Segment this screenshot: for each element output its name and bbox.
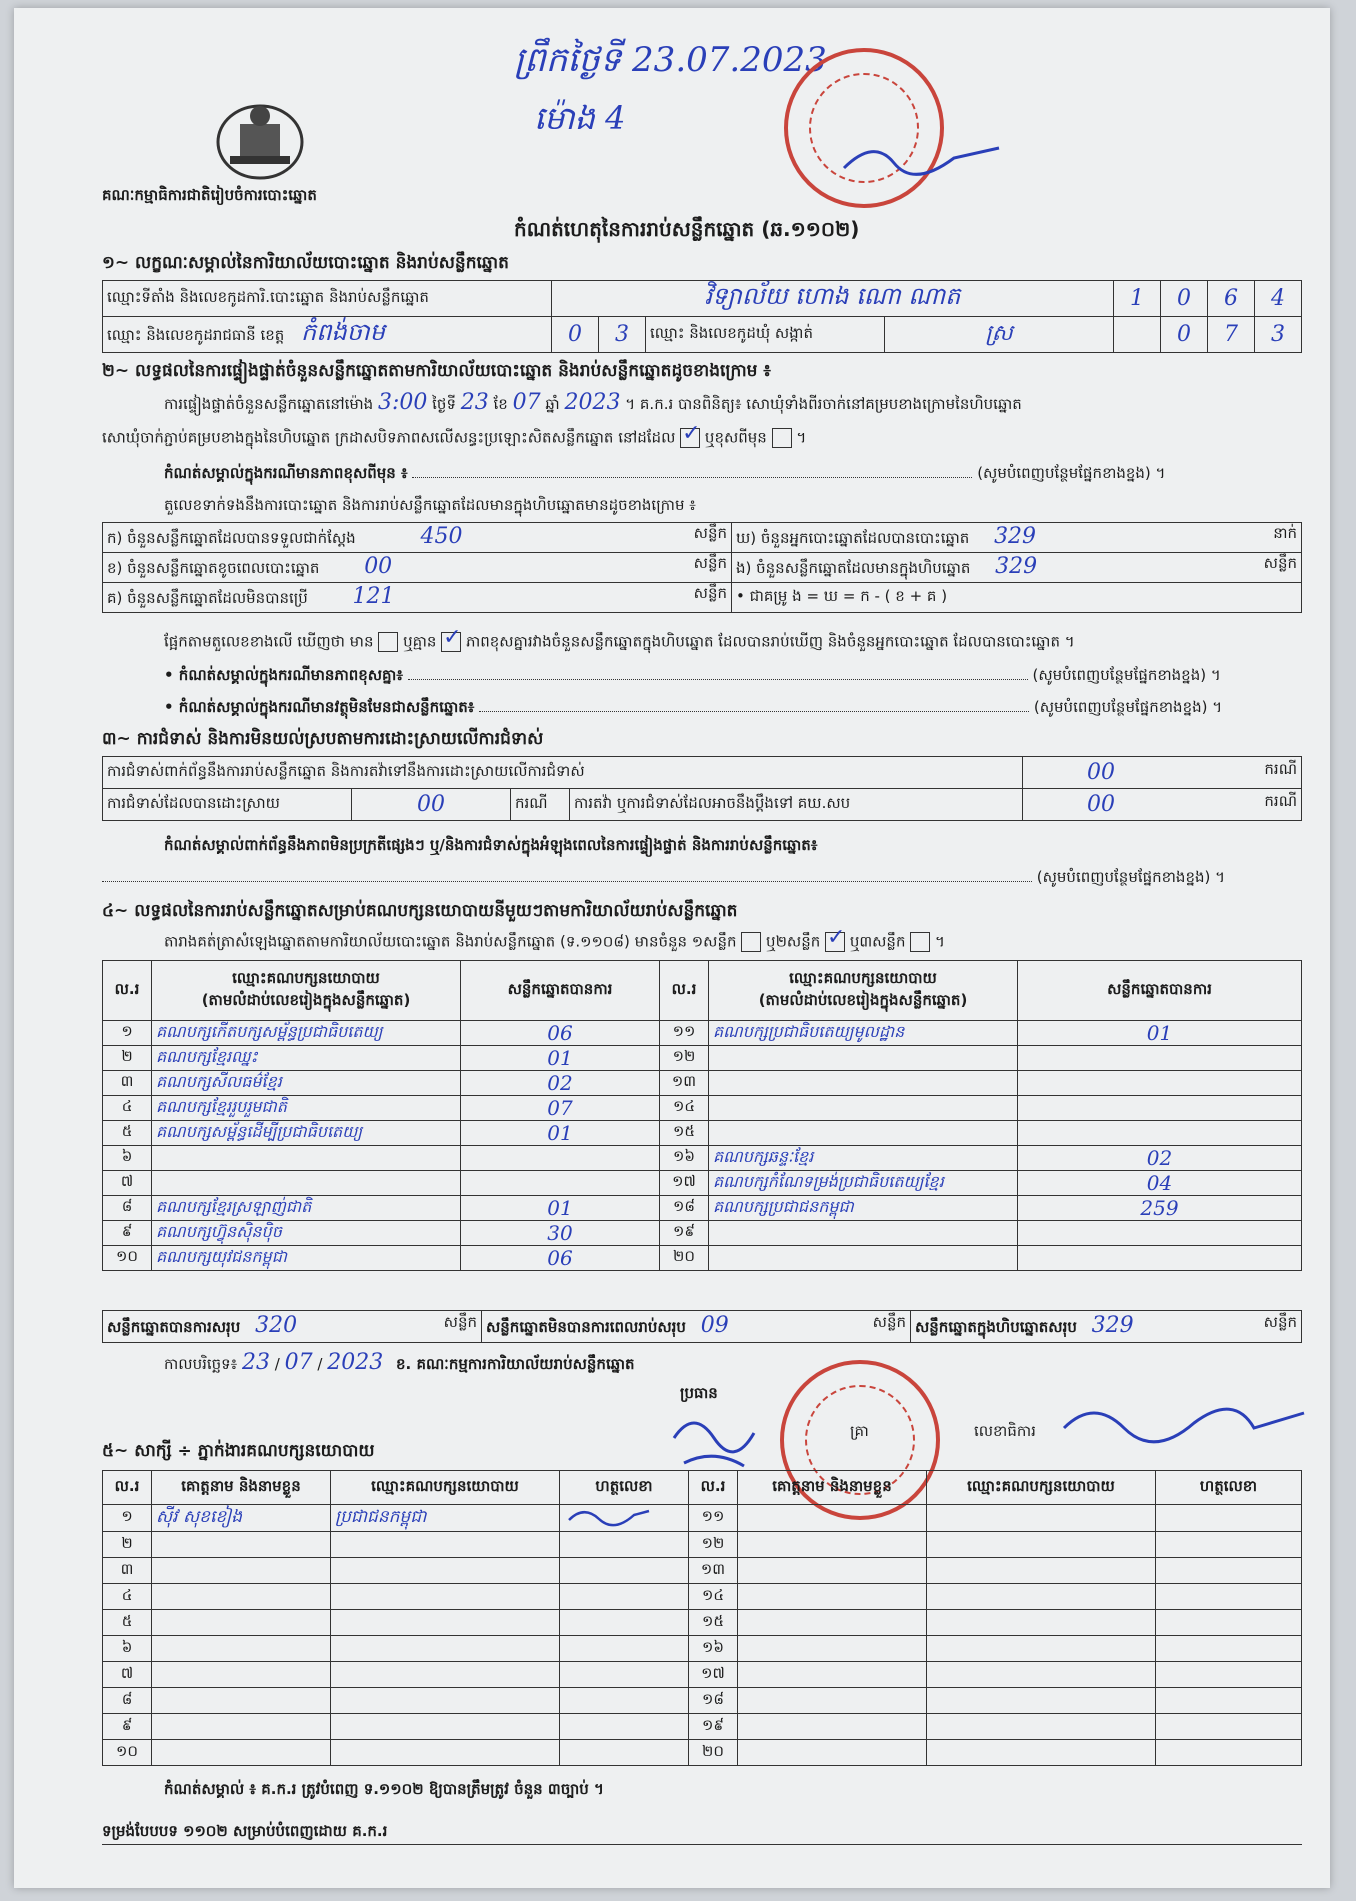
witness-no: ២០ [689, 1740, 738, 1766]
witness-signature[interactable] [1156, 1636, 1302, 1662]
result-votes [1018, 1246, 1302, 1271]
footnote: កំណត់សម្គាល់ ៖ គ.ក.រ ត្រូវបំពេញ ទ.១១០២ ឱ្យបានត្រឹមត្រូវ ចំនួន ៣ច្បាប់ ។ [164, 1780, 604, 1798]
result-no: ១៧ [660, 1171, 709, 1196]
witness-party[interactable] [927, 1662, 1156, 1688]
witness-signature[interactable] [560, 1610, 689, 1636]
col-party-right: ឈ្មោះគណបក្សនយោបាយ (តាមលំដាប់លេខរៀងក្នុងសន្លឹកឆ្នោត) [709, 961, 1018, 1021]
result-votes [1018, 1121, 1302, 1146]
results-row [103, 1246, 1302, 1271]
bullet-difference-fill: (សូមបំពេញបន្ថែមផ្នែកខាងខ្នង) ។ [1032, 666, 1221, 684]
form-note: ទម្រង់បែបបទ ១១០២ សម្រាប់បំពេញដោយ គ.ក.រ [102, 1822, 388, 1840]
result-party: គណបក្សហ៊្វុនស៊ិនប៉ិច [152, 1221, 461, 1246]
witness-row [103, 1532, 1302, 1558]
difference-text-c: ភាពខុសគ្នារវាងចំនួនសន្លឹកឆ្នោតក្នុងហិបឆ្នោត ដែលបានរាប់ឃើញ និងចំនួនអ្នកបោះឆ្នោត ដែលបានបោះឆ្នោត ។ [465, 632, 1075, 651]
verification-text-a: ការផ្ទៀងផ្ទាត់ចំនួនសន្លឹកឆ្នោតនៅម៉ោង [164, 395, 374, 413]
section4-heading: ៤~ លទ្ធផលនៃការរាប់សន្លឹកឆ្នោតសម្រាប់គណបក្សនយោបាយនីមួយៗតាមការិយាល័យរាប់សន្លឹកឆ្នោត [102, 901, 738, 921]
wcol-party-right: ឈ្មោះគណបក្សនយោបាយ [927, 1471, 1156, 1505]
result-votes [1018, 1096, 1302, 1121]
one-sheet-checkbox[interactable] [741, 932, 761, 952]
witness-no: ៨ [103, 1688, 152, 1714]
witness-row [103, 1662, 1302, 1688]
year-label: ឆ្នាំ [545, 395, 560, 413]
result-no: ៧ [103, 1171, 152, 1196]
witness-no: ១២ [689, 1532, 738, 1558]
total-box-unit: សន្លឹក [1263, 1313, 1297, 1331]
witness-party[interactable] [331, 1584, 560, 1610]
witness-name[interactable] [738, 1532, 927, 1558]
witness-party[interactable] [331, 1740, 560, 1766]
witness-signature[interactable] [560, 1532, 689, 1558]
signing-committee-label: ខ. គណៈកម្មការការិយាល័យរាប់សន្លឹកឆ្នោត [396, 1355, 635, 1373]
witness-signature[interactable] [560, 1688, 689, 1714]
results-row [103, 1046, 1302, 1071]
commune-name: ស្រ [885, 317, 1114, 353]
witness-no: ១៨ [689, 1688, 738, 1714]
result-no: ១៤ [660, 1096, 709, 1121]
witness-party[interactable] [331, 1558, 560, 1584]
verification-month: 07 [512, 390, 541, 415]
handwritten-date-line: ព្រឹកថ្ងៃទី 23.07.2023 [514, 40, 827, 80]
form-note-divider [102, 1844, 1302, 1845]
appeal-unit: ករណី [1264, 792, 1297, 810]
committee-name: គណៈកម្មាធិការជាតិរៀបចំការបោះឆ្នោត [102, 186, 317, 204]
witness-signature[interactable] [1156, 1662, 1302, 1688]
witness-no: ១៧ [689, 1662, 738, 1688]
secretary-label: លេខាធិការ [974, 1422, 1036, 1440]
complaints-unit: ករណី [1264, 760, 1297, 778]
witness-signature[interactable] [1156, 1532, 1302, 1558]
change-note-field[interactable] [412, 477, 972, 478]
commune-label: ឈ្មោះ និងលេខកូដឃុំ សង្កាត់ [646, 317, 885, 353]
signing-month: 07 [284, 1350, 313, 1375]
witness-party[interactable] [927, 1584, 1156, 1610]
bullet-foreign-field[interactable] [479, 711, 1029, 712]
figures-intro: តួលេខទាក់ទងនឹងការបោះឆ្នោត និងការរាប់សន្លឹកឆ្នោតដែលមានក្នុងហិបឆ្នោតមានដូចខាងក្រោម ៖ [164, 496, 696, 514]
results-row [103, 1196, 1302, 1221]
inbox-value: 329 [995, 554, 1038, 579]
bullet-difference-label: • កំណត់សម្គាល់ក្នុងករណីមានភាពខុសគ្នា៖ [164, 666, 403, 684]
witness-no: ១៣ [689, 1558, 738, 1584]
secretary-signature [1054, 1388, 1314, 1462]
result-party: គណបក្សប្រជាជនកម្ពុជា [709, 1196, 1018, 1221]
wcol-name-right: គោត្តនាម និងនាមខ្លួន [738, 1471, 927, 1505]
results-row [103, 1096, 1302, 1121]
result-votes: 02 [1018, 1146, 1302, 1171]
commune-code-3: 3 [1255, 317, 1302, 353]
section5-heading: ៥~ សាក្សី ÷ ភ្នាក់ងារគណបក្សនយោបាយ [102, 1441, 375, 1461]
province-label: ឈ្មោះ និងលេខកូដរាជធានី ខេត្ត [107, 326, 285, 344]
result-votes: 30 [461, 1221, 660, 1246]
month-label: ខែ [493, 395, 508, 413]
result-party: គណបក្សខ្មែរស្រឡាញ់ជាតិ [152, 1196, 461, 1221]
spoiled-label: ខ) ចំនួនសន្លឹកឆ្នោតខូចពេលបោះឆ្នោត [107, 559, 320, 577]
witness-no: ១១ [689, 1505, 738, 1532]
witness-signature[interactable] [1156, 1558, 1302, 1584]
witness-name[interactable] [738, 1688, 927, 1714]
result-no: ១០ [103, 1246, 152, 1271]
commune-code-2: 7 [1208, 317, 1255, 353]
change-note-label: កំណត់សម្គាល់ក្នុងករណីមានភាពខុសពីមុន ៖ [164, 464, 408, 482]
formula: • ជាគម្រូ ង = ឃ = ក - ( ខ + គ ) [732, 583, 1302, 613]
result-party [152, 1171, 461, 1196]
result-party: គណបក្សខ្មែររួបរួមជាតិ [152, 1096, 461, 1121]
total-box-value: 329 [1091, 1313, 1134, 1338]
witness-signature[interactable] [1156, 1740, 1302, 1766]
result-no: ១៥ [660, 1121, 709, 1146]
result-party [709, 1221, 1018, 1246]
witness-name[interactable]: ស៊ីវ សុខខៀង [152, 1505, 331, 1532]
results-row [103, 1221, 1302, 1246]
figures-table [102, 522, 1302, 613]
spoiled-unit: សន្លឹក [693, 554, 727, 572]
day-label: ថ្ងៃទី [432, 395, 456, 413]
commune-code-1: 0 [1161, 317, 1208, 353]
result-party [709, 1096, 1018, 1121]
result-party: គណបក្សឆន្ទៈខ្មែរ [709, 1146, 1018, 1171]
result-no: ៥ [103, 1121, 152, 1146]
witness-no: ៦ [103, 1636, 152, 1662]
result-party: គណបក្សសម្ព័ន្ធដើម្បីប្រជាធិបតេយ្យ [152, 1121, 461, 1146]
unchanged-checkbox[interactable] [680, 428, 700, 448]
wcol-no-left: ល.រ [103, 1471, 152, 1505]
result-votes: 06 [461, 1246, 660, 1271]
witness-name[interactable] [152, 1714, 331, 1740]
has-difference-checkbox[interactable] [378, 632, 398, 652]
result-votes [1018, 1071, 1302, 1096]
witness-signature[interactable] [1156, 1688, 1302, 1714]
witness-name[interactable] [738, 1610, 927, 1636]
result-party: គណបក្សកើតបក្សសម្ព័ន្ធប្រជាធិបតេយ្យ [152, 1021, 461, 1046]
member-label: គ្រា [850, 1422, 869, 1440]
wcol-name-left: គោត្តនាម និងនាមខ្លួន [152, 1471, 331, 1505]
bullet-foreign [164, 698, 1222, 720]
witness-signature[interactable] [560, 1558, 689, 1584]
station-label: ឈ្មោះទីតាំង និងលេខកូដការិ.បោះឆ្នោត និងរាប់សន្លឹកឆ្នោត [103, 281, 552, 317]
spoiled-value: 00 [364, 554, 393, 579]
complaints-value: 00 [1087, 760, 1115, 785]
result-no: ២ [103, 1046, 152, 1071]
witness-row [103, 1688, 1302, 1714]
appeal-value: 00 [1087, 792, 1115, 817]
verification-year: 2023 [564, 390, 621, 415]
tally-sheets-text: តារាងគត់ត្រាសំឡេងឆ្នោតតាមការិយាល័យបោះឆ្នោត និងរាប់សន្លឹកឆ្នោត (ទ.១១០៨) មានចំនួន ១សន្លឹក [164, 932, 737, 951]
witness-no: ៥ [103, 1610, 152, 1636]
result-votes [461, 1171, 660, 1196]
result-votes: 02 [461, 1071, 660, 1096]
col-no-left: ល.រ [103, 961, 152, 1021]
station-code-2: 0 [1161, 281, 1208, 317]
voters-label: ឃ) ចំនួនអ្នកបោះឆ្នោតដែលបានបោះឆ្នោត [736, 529, 970, 547]
result-no: ៤ [103, 1096, 152, 1121]
total-valid-unit: សន្លឹក [443, 1313, 477, 1331]
result-party [152, 1146, 461, 1171]
witness-row [103, 1584, 1302, 1610]
wcol-no-right: ល.រ [689, 1471, 738, 1505]
witness-no: ១៥ [689, 1610, 738, 1636]
difference-text-a: ផ្អែកតាមតួលេខខាងលើ ឃើញថា មាន [164, 632, 374, 651]
seal-text: សោឃុំចាក់ភ្ជាប់គម្របខាងក្នុងនៃហិបឆ្នោត ក្រដាសបិទភាពសលើសន្ធះប្រឡោះសិតសន្លឹកឆ្នោត នៅដដែល [102, 428, 676, 447]
appeal-label: ការតវ៉ា ឬការជំទាស់ដែលអាចនឹងប្ដឹងទៅ គឃ.សប [570, 789, 1023, 821]
witness-name[interactable] [738, 1558, 927, 1584]
bullet-difference-field[interactable] [408, 679, 1028, 680]
difference-text-b: ឬគ្មាន [403, 632, 437, 651]
result-votes [461, 1146, 660, 1171]
col-votes-right: សន្លឹកឆ្នោតបានការ [1018, 961, 1302, 1021]
three-sheets-label: ឬ៣សន្លឹក [849, 932, 906, 951]
witness-name[interactable] [152, 1558, 331, 1584]
result-party: គណបក្សប្រជាធិបតេយ្យមូលដ្ឋាន [709, 1021, 1018, 1046]
witness-signature[interactable] [560, 1740, 689, 1766]
total-box-label: សន្លឹកឆ្នោតក្នុងហិបឆ្នោតសរុប [915, 1318, 1077, 1336]
witness-no: ១៤ [689, 1584, 738, 1610]
witness-signature[interactable] [1156, 1505, 1302, 1532]
witness-party[interactable] [331, 1532, 560, 1558]
change-note-line [164, 464, 1304, 486]
change-note-fill: (សូមបំពេញបន្ថែមផ្នែកខាងខ្នង) ។ [977, 464, 1166, 482]
witness-row [103, 1505, 1302, 1532]
col-no-right: ល.រ [660, 961, 709, 1021]
witness-row [103, 1714, 1302, 1740]
witness-party[interactable] [927, 1532, 1156, 1558]
witness-no: ៤ [103, 1584, 152, 1610]
witness-row [103, 1740, 1302, 1766]
witness-party[interactable] [927, 1688, 1156, 1714]
result-no: ៦ [103, 1146, 152, 1171]
witness-row [103, 1558, 1302, 1584]
result-no: ២០ [660, 1246, 709, 1271]
station-code-1: 1 [1114, 281, 1161, 317]
witness-name[interactable] [738, 1636, 927, 1662]
result-votes [1018, 1221, 1302, 1246]
result-party [709, 1121, 1018, 1146]
resolved-value: 00 [417, 792, 445, 817]
witness-party[interactable] [927, 1740, 1156, 1766]
handwritten-time-line: ម៉ោង 4 [534, 99, 626, 137]
resolved-unit: ករណី [511, 789, 570, 821]
witness-name[interactable] [738, 1505, 927, 1532]
resolved-label: ការជំទាស់ដែលបានដោះស្រាយ [103, 789, 352, 821]
verification-line [164, 390, 1304, 417]
result-no: ១ [103, 1021, 152, 1046]
voters-unit: នាក់ [1273, 524, 1297, 542]
two-sheets-checkbox[interactable] [825, 932, 845, 952]
voters-value: 329 [994, 524, 1037, 549]
witness-party[interactable] [927, 1714, 1156, 1740]
witness-signature[interactable] [560, 1584, 689, 1610]
no-difference-checkbox[interactable] [441, 632, 461, 652]
witness-no: ២ [103, 1532, 152, 1558]
result-no: ១៦ [660, 1146, 709, 1171]
document-title: កំណត់ហេតុនៃការរាប់សន្លឹកឆ្នោត (ឆ.១១០២) [514, 217, 860, 241]
witness-name[interactable] [152, 1688, 331, 1714]
received-unit: សន្លឹក [693, 524, 727, 542]
two-sheets-label: ឬ២សន្លឹក [766, 932, 821, 951]
total-valid-label: សន្លឹកឆ្នោតបានការសរុប [107, 1318, 241, 1336]
unused-label: គ) ចំនួនសន្លឹកឆ្នោតដែលមិនបានប្រើ [107, 589, 308, 607]
nec-emblem-icon [210, 94, 310, 184]
witness-name[interactable] [152, 1532, 331, 1558]
results-row [103, 1121, 1302, 1146]
results-row [103, 1171, 1302, 1196]
results-row [103, 1021, 1302, 1046]
irregularities-field[interactable] [102, 881, 1032, 882]
witness-no: ១៦ [689, 1636, 738, 1662]
witness-signature[interactable] [1156, 1584, 1302, 1610]
verification-day: 23 [460, 390, 489, 415]
witness-party[interactable] [331, 1662, 560, 1688]
witness-signature[interactable] [1156, 1610, 1302, 1636]
witness-name[interactable] [152, 1636, 331, 1662]
witness-row [103, 1610, 1302, 1636]
witness-party[interactable] [331, 1714, 560, 1740]
witness-signature[interactable] [560, 1505, 689, 1532]
witness-no: ៧ [103, 1662, 152, 1688]
signing-date-label: កាលបរិច្ឆេទ៖ [164, 1355, 238, 1373]
result-no: ៣ [103, 1071, 152, 1096]
witness-no: ១០ [103, 1740, 152, 1766]
witness-name[interactable] [738, 1714, 927, 1740]
station-code-3: 6 [1208, 281, 1255, 317]
witness-name[interactable] [152, 1584, 331, 1610]
witness-name[interactable] [152, 1662, 331, 1688]
wcol-sign-left: ហត្ថលេខា [560, 1471, 689, 1505]
result-party: គណបក្សសីលធម៌ខ្មែរ [152, 1071, 461, 1096]
unused-value: 121 [352, 584, 395, 609]
signing-date-line: កាលបរិច្ឆេទ៖ 23 / 07 / 2023 ខ. គណៈកម្មការការិយាល័យរាប់សន្លឹកឆ្នោត [164, 1350, 635, 1375]
wcol-sign-right: ហត្ថលេខា [1156, 1471, 1302, 1505]
totals-table [102, 1310, 1302, 1343]
section1-heading: ១~ លក្ខណៈសម្គាល់នៃការិយាល័យបោះឆ្នោត និងរាប់សន្លឹកឆ្នោត [102, 253, 509, 273]
province-code-1: 0 [552, 317, 599, 353]
total-invalid-label: សន្លឹកឆ្នោតមិនបានការពេលរាប់សរុប [486, 1318, 686, 1336]
inbox-unit: សន្លឹក [1263, 554, 1297, 572]
province-name: កំពង់ចាម [301, 318, 385, 346]
form-sheet [14, 8, 1330, 1888]
witness-signature[interactable] [560, 1662, 689, 1688]
result-party [709, 1246, 1018, 1271]
witness-party[interactable] [927, 1636, 1156, 1662]
witness-name[interactable] [152, 1610, 331, 1636]
irregularities-note: កំណត់សម្គាល់ពាក់ព័ន្ធនឹងភាពមិនប្រក្រតីផ្សេងៗ ឬ/និងការជំទាស់ក្នុងអំឡុងពេលនៃការផ្ទៀងផ្ទាត់ និងការរាប់សន្លឹកឆ្នោត៖ [164, 836, 818, 854]
result-votes: 259 [1018, 1196, 1302, 1221]
section3-heading: ៣~ ការជំទាស់ និងការមិនយល់ស្របតាមការដោះស្រាយលើការជំទាស់ [102, 729, 544, 749]
witness-signature[interactable] [560, 1714, 689, 1740]
result-no: ៩ [103, 1221, 152, 1246]
wcol-party-left: ឈ្មោះគណបក្សនយោបាយ [331, 1471, 560, 1505]
signing-year: 2023 [327, 1350, 384, 1375]
tally-sheets-line: តារាងគត់ត្រាសំឡេងឆ្នោតតាមការិយាល័យបោះឆ្នោត និងរាប់សន្លឹកឆ្នោត (ទ.១១០៨) មានចំនួន ១សន្លឹក ឬ២សន្លឹក ✓ ឬ៣សន្លឹក ។ [164, 932, 945, 955]
total-invalid-unit: សន្លឹក [872, 1313, 906, 1331]
result-party [709, 1046, 1018, 1071]
witness-party[interactable] [331, 1610, 560, 1636]
verification-time: 3:00 [377, 390, 428, 415]
witness-no: ៩ [103, 1714, 152, 1740]
section3-table [102, 756, 1302, 821]
witness-name[interactable] [152, 1740, 331, 1766]
province-code-2: 3 [599, 317, 646, 353]
witness-signature[interactable] [1156, 1714, 1302, 1740]
result-votes: 01 [1018, 1021, 1302, 1046]
witness-no: ៣ [103, 1558, 152, 1584]
witness-name[interactable] [738, 1662, 927, 1688]
result-no: ១១ [660, 1021, 709, 1046]
irregularities-line [102, 868, 1225, 890]
result-votes: 04 [1018, 1171, 1302, 1196]
result-votes: 01 [461, 1121, 660, 1146]
result-party: គណបក្សខ្មែរឈ្នះ [152, 1046, 461, 1071]
signing-day: 23 [242, 1350, 271, 1375]
result-votes: 01 [461, 1196, 660, 1221]
results-row [103, 1071, 1302, 1096]
bullet-foreign-label: • កំណត់សម្គាល់ក្នុងករណីមានវត្ថុមិនមែនជាសន្លឹកឆ្នោត៖ [164, 698, 475, 716]
result-party [709, 1071, 1018, 1096]
total-valid-value: 320 [255, 1313, 298, 1338]
witness-party[interactable] [927, 1558, 1156, 1584]
result-no: ១២ [660, 1046, 709, 1071]
verification-text-b: ។ គ.ក.រ បានពិនិត្យ៖ សោឃុំទាំងពីរចាក់នៅគម្របខាងក្រោមនៃហិបឆ្នោត [625, 395, 1022, 413]
witness-party[interactable] [331, 1636, 560, 1662]
received-label: ក) ចំនួនសន្លឹកឆ្នោតដែលបានទទួលជាក់ស្ដែង [107, 529, 356, 547]
witness-table [102, 1470, 1302, 1766]
changed-label: ឬខុសពីមុន [704, 428, 767, 447]
result-no: ១៨ [660, 1196, 709, 1221]
result-votes: 07 [461, 1096, 660, 1121]
section2-heading: ២~ លទ្ធផលនៃការផ្ទៀងផ្ទាត់ចំនួនសន្លឹកឆ្នោតតាមការិយាល័យបោះឆ្នោត និងរាប់សន្លឹកឆ្នោតដូចខាងក្រោម ៖ [102, 361, 771, 381]
irregularities-fill: (សូមបំពេញបន្ថែមផ្នែកខាងខ្នង) ។ [1036, 868, 1226, 886]
received-value: 450 [420, 524, 463, 549]
three-sheets-checkbox[interactable] [910, 932, 930, 952]
witness-party[interactable] [927, 1610, 1156, 1636]
inbox-label: ង) ចំនួនសន្លឹកឆ្នោតដែលមានក្នុងហិបឆ្នោត [736, 559, 971, 577]
result-votes [1018, 1046, 1302, 1071]
result-party: គណបក្សកំណែទម្រង់ប្រជាធិបតេយ្យខ្មែរ [709, 1171, 1018, 1196]
result-no: ៨ [103, 1196, 152, 1221]
result-no: ១៩ [660, 1221, 709, 1246]
total-invalid-value: 09 [700, 1313, 729, 1338]
col-votes-left: សន្លឹកឆ្នោតបានការ [461, 961, 660, 1021]
result-party: គណបក្សយុវជនកម្ពុជា [152, 1246, 461, 1271]
witness-party[interactable]: ប្រជាជនកម្ពុជា [331, 1505, 560, 1532]
witness-name[interactable] [738, 1584, 927, 1610]
difference-line [164, 632, 1075, 655]
results-row [103, 1146, 1302, 1171]
result-votes: 01 [461, 1046, 660, 1071]
complaints-label: ការជំទាស់ពាក់ព័ន្ធនឹងការរាប់សន្លឹកឆ្នោត និងការតវ៉ាទៅនឹងការដោះស្រាយលើការជំទាស់ [103, 757, 1023, 789]
result-votes: 06 [461, 1021, 660, 1046]
station-code-4: 4 [1255, 281, 1302, 317]
bullet-difference [164, 666, 1221, 688]
section1-table [102, 280, 1302, 353]
witness-party[interactable] [927, 1505, 1156, 1532]
witness-name[interactable] [738, 1740, 927, 1766]
results-table [102, 960, 1302, 1271]
witness-party[interactable] [331, 1688, 560, 1714]
witness-no: ១៩ [689, 1714, 738, 1740]
station-name: វិទ្យាល័យ ហោង ណោ ណាត [552, 281, 1114, 317]
result-no: ១៣ [660, 1071, 709, 1096]
signature-top [834, 128, 1004, 192]
unused-unit: សន្លឹក [693, 584, 727, 602]
witness-no: ១ [103, 1505, 152, 1532]
bullet-foreign-fill: (សូមបំពេញបន្ថែមផ្នែកខាងខ្នង) ។ [1033, 698, 1223, 716]
seal-line: សោឃុំចាក់ភ្ជាប់គម្របខាងក្នុងនៃហិបឆ្នោត ក្រដាសបិទភាពសលើសន្ធះប្រឡោះសិតសន្លឹកឆ្នោត នៅដដែល ✓ ឬខុសពីមុន ។ [102, 428, 806, 451]
witness-signature[interactable] [560, 1636, 689, 1662]
changed-checkbox[interactable] [772, 428, 792, 448]
witness-row [103, 1636, 1302, 1662]
col-party-left: ឈ្មោះគណបក្សនយោបាយ (តាមលំដាប់លេខរៀងក្នុងសន្លឹកឆ្នោត) [152, 961, 461, 1021]
chair-label: ប្រធាន [680, 1384, 718, 1402]
